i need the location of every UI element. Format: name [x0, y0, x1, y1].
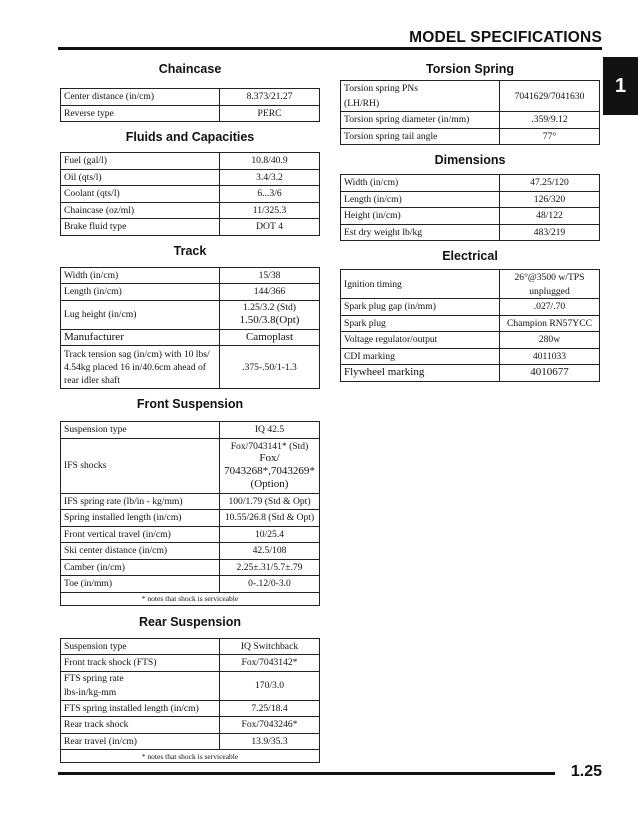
spec-label: Reverse type: [61, 105, 220, 122]
table-row: [61, 750, 320, 763]
value-line: unplugged: [529, 285, 570, 297]
spec-value: .375-.50/1-1.3: [220, 346, 320, 389]
spec-value: 13.9/35.3: [220, 733, 320, 750]
header-rule: [58, 47, 602, 50]
rear-suspension-table: [60, 638, 320, 764]
spec-label: IFS shocks: [61, 438, 220, 493]
table-row: [61, 202, 320, 219]
spec-label: Manufacturer: [61, 329, 220, 346]
spec-value: Fox/7043246*: [220, 717, 320, 734]
dimensions-table: [340, 174, 600, 241]
spec-label: Front track shock (FTS): [61, 655, 220, 672]
spec-value: 7.25/18.4: [220, 700, 320, 717]
spec-value: [220, 300, 320, 329]
torsion-spring-table: [340, 80, 600, 145]
spec-value: 0-.12/0-3.0: [220, 576, 320, 593]
table-row: [61, 526, 320, 543]
spec-value: [220, 438, 320, 493]
electrical-title: Electrical: [442, 249, 498, 263]
spec-label: CDI marking: [341, 348, 500, 365]
label-line: 4.54kg placed 16 in/40.6cm ahead of: [64, 361, 206, 373]
table-row: [61, 438, 320, 493]
table-row: [341, 81, 600, 112]
spec-label: Camber (in/cm): [61, 559, 220, 576]
spec-label: Suspension type: [61, 638, 220, 655]
table-row: [341, 315, 600, 332]
table-row: [61, 153, 320, 170]
spec-value: IQ Switchback: [220, 638, 320, 655]
spec-value: Champion RN57YCC: [500, 315, 600, 332]
spec-label: Est dry weight lb/kg: [341, 224, 500, 241]
spec-label: [61, 671, 220, 700]
label-line: Track tension sag (in/cm) with 10 lbs/: [64, 348, 210, 360]
spec-label: Torsion spring diameter (in/mm): [341, 112, 500, 129]
table-row: [341, 191, 600, 208]
spec-label: Center distance (in/cm): [61, 89, 220, 106]
front-suspension-table: [60, 421, 320, 606]
table-row: [61, 655, 320, 672]
spec-label: Toe (in/mm): [61, 576, 220, 593]
serviceable-note: * notes that shock is serviceable: [61, 750, 320, 763]
spec-value: 100/1.79 (Std & Opt): [220, 493, 320, 510]
label-line: lbs-in/kg-mm: [64, 687, 117, 698]
spec-value: 48/122: [500, 208, 600, 225]
spec-label: Voltage regulator/output: [341, 332, 500, 349]
fluids-title: Fluids and Capacities: [125, 130, 255, 144]
spec-value: 42.5/108: [220, 543, 320, 560]
table-row: [61, 300, 320, 329]
spec-label: Spark plug: [341, 315, 500, 332]
table-row: [341, 270, 600, 299]
table-row: [341, 299, 600, 316]
table-row: [61, 186, 320, 203]
spec-label: Height (in/cm): [341, 208, 500, 225]
label-line: Torsion spring PNs: [344, 83, 418, 94]
table-row: [61, 576, 320, 593]
spec-value: IQ 42.5: [220, 422, 320, 439]
table-row: [61, 267, 320, 284]
spec-value: 3.4/3.2: [220, 169, 320, 186]
spec-label: Rear track shock: [61, 717, 220, 734]
spec-label: Fuel (gal/l): [61, 153, 220, 170]
spec-value: Camoplast: [220, 329, 320, 346]
value-line: 26°@3500 w/TPS: [514, 271, 585, 283]
spec-value: [500, 270, 600, 299]
torsion-spring-title: Torsion Spring: [426, 62, 514, 76]
chapter-tab: 1: [603, 57, 638, 115]
spec-label: Ski center distance (in/cm): [61, 543, 220, 560]
spec-label: Ignition timing: [341, 270, 500, 299]
spec-value: 8.373/21.27: [220, 89, 320, 106]
footer-rule: [58, 772, 555, 775]
spec-value: 144/366: [220, 284, 320, 301]
spec-value: 126/320: [500, 191, 600, 208]
right-column: [340, 60, 600, 382]
spec-label: Oil (qts/l): [61, 169, 220, 186]
spec-label: Length (in/cm): [61, 284, 220, 301]
dimensions-title: Dimensions: [434, 153, 506, 167]
spec-label: Lug height (in/cm): [61, 300, 220, 329]
spec-value: PERC: [220, 105, 320, 122]
spec-label: Front vertical travel (in/cm): [61, 526, 220, 543]
spec-value: 4010677: [500, 365, 600, 382]
spec-value: 2.25±.31/5.7±.79: [220, 559, 320, 576]
table-row: [61, 543, 320, 560]
spec-label: Flywheel marking: [341, 365, 500, 382]
table-row: [61, 219, 320, 236]
spec-value: 6...3/6: [220, 186, 320, 203]
spec-label: [341, 81, 500, 112]
table-row: [61, 169, 320, 186]
serviceable-note: * notes that shock is serviceable: [61, 592, 320, 605]
value-line: Fox/7043141* (Std): [230, 440, 309, 452]
spec-value: 10/25.4: [220, 526, 320, 543]
spec-value: DOT 4: [220, 219, 320, 236]
spec-label: Spark plug gap (in/mm): [341, 299, 500, 316]
spec-value: Fox/7043142*: [220, 655, 320, 672]
spec-label: Width (in/cm): [61, 267, 220, 284]
spec-label: IFS spring rate (lb/in - kg/mm): [61, 493, 220, 510]
table-row: [61, 105, 320, 122]
table-row: [61, 346, 320, 389]
spec-label: Length (in/cm): [341, 191, 500, 208]
table-row: [341, 128, 600, 145]
spec-value: 77°: [500, 128, 600, 145]
table-row: [341, 112, 600, 129]
spec-label: [61, 346, 220, 389]
table-row: [341, 348, 600, 365]
spec-value: 280w: [500, 332, 600, 349]
electrical-table: [340, 269, 600, 382]
table-row: [61, 89, 320, 106]
spec-label: Width (in/cm): [341, 175, 500, 192]
label-line: FTS spring rate: [64, 673, 124, 684]
value-line: 7043268*,7043269*: [224, 464, 315, 477]
table-row: [61, 592, 320, 605]
spec-label: FTS spring installed length (in/cm): [61, 700, 220, 717]
page-header-title: MODEL SPECIFICATIONS: [409, 29, 602, 46]
table-row: [61, 329, 320, 346]
spec-value: 483/219: [500, 224, 600, 241]
table-row: [61, 493, 320, 510]
spec-value: 4011033: [500, 348, 600, 365]
spec-label: Rear travel (in/cm): [61, 733, 220, 750]
spec-value: 10.55/26.8 (Std & Opt): [220, 510, 320, 527]
spec-label: Suspension type: [61, 422, 220, 439]
rear-suspension-title: Rear Suspension: [138, 614, 242, 629]
spec-value: 47.25/120: [500, 175, 600, 192]
table-row: [341, 175, 600, 192]
spec-value: 7041629/7041630: [500, 81, 600, 112]
table-row: [61, 559, 320, 576]
table-row: [341, 224, 600, 241]
table-row: [61, 422, 320, 439]
spec-label: Brake fluid type: [61, 219, 220, 236]
value-line: (Option): [250, 477, 289, 490]
spec-value: 170/3.0: [220, 671, 320, 700]
table-row: [61, 284, 320, 301]
table-row: [61, 671, 320, 700]
table-row: [61, 510, 320, 527]
table-row: [341, 365, 600, 382]
front-suspension-title: Front Suspension: [136, 397, 244, 411]
table-row: [61, 733, 320, 750]
table-row: [341, 332, 600, 349]
label-line: rear idler shaft: [64, 374, 120, 386]
spec-label: Torsion spring tail angle: [341, 128, 500, 145]
track-table: [60, 267, 320, 390]
spec-value: .027/.70: [500, 299, 600, 316]
label-line: (LH/RH): [344, 98, 380, 109]
spec-label: Coolant (qts/l): [61, 186, 220, 203]
chaincase-title: Chaincase: [158, 62, 222, 76]
page-number: 1.25: [570, 763, 602, 780]
spec-label: Spring installed length (in/cm): [61, 510, 220, 527]
spec-value: 11/325.3: [220, 202, 320, 219]
left-column: [60, 60, 320, 763]
spec-value: 10.8/40.9: [220, 153, 320, 170]
value-line: 1.25/3.2 (Std): [242, 302, 297, 313]
spec-label: Chaincase (oz/ml): [61, 202, 220, 219]
value-line: Fox/: [259, 451, 280, 464]
table-row: [341, 208, 600, 225]
spec-value: .359/9.12: [500, 112, 600, 129]
spec-value: 15/38: [220, 267, 320, 284]
fluids-table: [60, 152, 320, 236]
value-line: 1.50/3.8(Opt): [239, 314, 300, 326]
table-row: [61, 717, 320, 734]
chaincase-table: [60, 88, 320, 122]
table-row: [61, 638, 320, 655]
track-title: Track: [173, 243, 207, 258]
table-row: [61, 700, 320, 717]
